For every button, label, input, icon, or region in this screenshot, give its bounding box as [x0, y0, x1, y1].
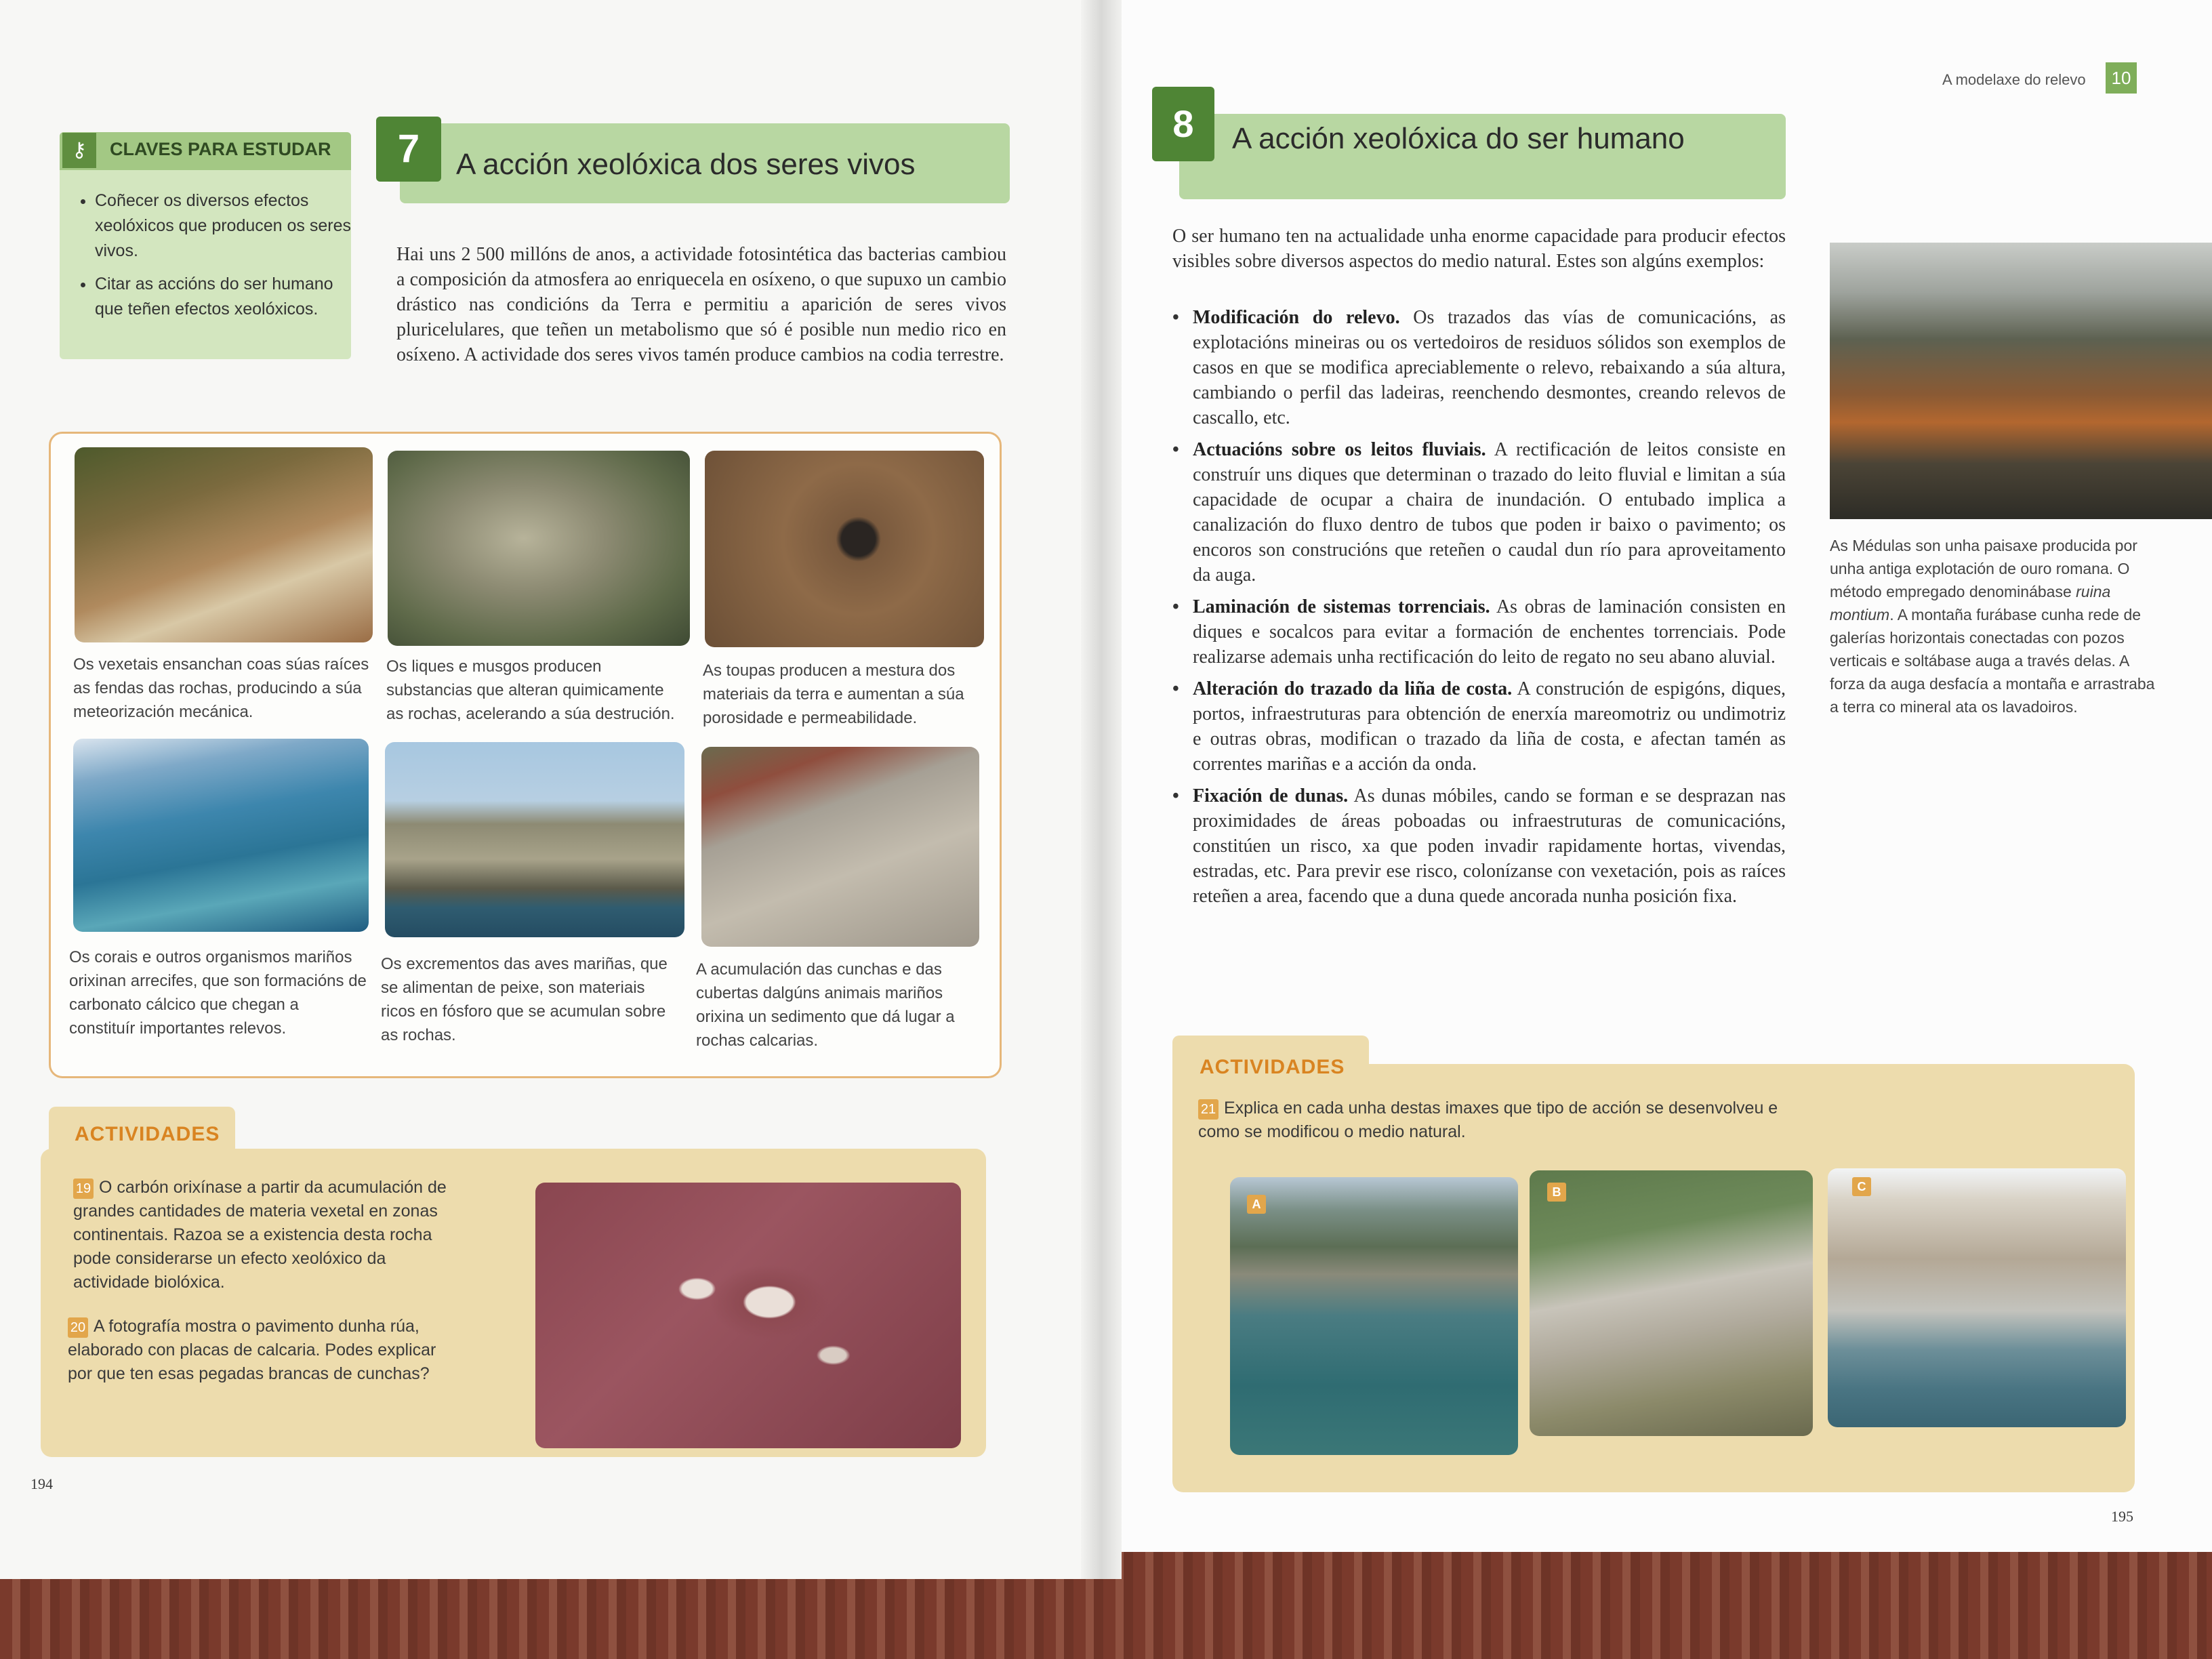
activity-21	[1198, 1097, 1795, 1144]
claves-title: CLAVES PARA ESTUDAR	[110, 139, 331, 159]
caption-plants: Os vexetais ensanchan coas súas raíces as fendas das rochas, producindo a súa meteorización mecánica.	[73, 655, 369, 721]
photo-c-canal	[1828, 1168, 2126, 1427]
photo-seabird-rocks	[385, 742, 684, 937]
claves-item: • Citar as accións do ser humano que teñen efectos xeolóxicos.	[95, 272, 366, 322]
section-8-number: 8	[1152, 87, 1214, 161]
section-7-number: 7	[376, 117, 441, 182]
image-label-a: A	[1247, 1195, 1266, 1214]
photo-lichens	[388, 451, 690, 646]
bullet-torrents: • Laminación de sistemas torrenciais. As obras de laminación consisten en diques e socalcos para evitar a formación de enchentes torrenciais. Pode realizarse ademais unha rectificación do leito de regato no seu abano aluvial.	[1172, 594, 1786, 670]
bullet-dunes: • Fixación de dunas. As dunas móbiles, cando se forman e se desprazan nas proximidades de áreas poboadas ou infraestruturas de comunicacións, constitúen un risco, xa que poden invadir rapidamente hortas, vivendas, estradas, etc. Para previr ese risco, colonízanse con vexetación, pois as raíces reteñen a area, facendo que a duna quede ancorada nunha posición fixa.	[1172, 783, 1786, 909]
page-number-right: 195	[2111, 1508, 2133, 1525]
page-number-left: 194	[30, 1475, 53, 1492]
section-8-title: A acción xeolóxica do ser humano	[1232, 122, 1685, 155]
chapter-number: 10	[2106, 62, 2137, 94]
caption-las-medulas: As Médulas son unha paisaxe producida por unha antiga explotación de ouro romana. O método empregado denominábase ruina montium. A montaña furábase cunha rede de galerías horizontais conectadas con pozos verticais e soltábase auga a través delas. A forza da auga desfacía a montaña e arrastraba a terra co mineral ata os lavadoiros.	[1830, 537, 2155, 716]
activity-number: 19	[73, 1179, 94, 1199]
image-label-c: C	[1852, 1177, 1871, 1196]
section-8-intro: O ser humano ten na actualidade unha enorme capacidade para producir efectos visibles sobre diversos aspectos do medio natural. Estes son algúns exemplos:	[1172, 226, 1786, 272]
running-header: A modelaxe do relevo	[1942, 71, 2086, 88]
photo-b-quarry	[1530, 1170, 1813, 1436]
activity-text: A fotografía mostra o pavimento dunha rúa, elaborado con placas de calcaria. Podes explicar por que ten esas pegadas brancas de cunchas?	[68, 1317, 436, 1383]
photo-limestone-pavement	[535, 1183, 961, 1448]
activity-19	[73, 1176, 453, 1294]
activities-label-left: ACTIVIDADES	[75, 1123, 220, 1145]
caption-shells: A acumulación das cunchas e das cubertas dalgúns animais mariños orixina un sedimento que dá lugar a rochas calcarias.	[696, 960, 955, 1050]
bullet-riverbeds: • Actuacións sobre os leitos fluviais. A rectificación de leitos consiste en construír uns diques que determinan o trazado do leito fluvial e limitan a súa capacidade de ocupar a chaira de inundación. O entubado implica a canalización do fluxo dentro de tubos que poden ir baixo o pavimento; os encoros son construcións que reteñen o caudal dun río para aproveitamento da auga.	[1172, 437, 1786, 588]
section-7-intro: Hai uns 2 500 millóns de anos, a actividade fotosintética das bacterias cambiou a composición da atmosfera ao enriquecela en osíxeno, o que supuxo un cambio drástico nas condicións da Terra e permitiu a aparición de seres vivos pluricelulares, que teñen un metabolismo que só é posible nun medio rico en osíxeno. A actividade dos seres vivos tamén produce cambios na codia terrestre.	[396, 244, 1006, 365]
activity-text: Explica en cada unha destas imaxes que tipo de acción se desenvolveu e como se modificou o medio natural.	[1198, 1099, 1778, 1141]
human-action-list	[1172, 305, 1786, 916]
claves-item: • Coñecer os diversos efectos xeolóxicos que producen os seres vivos.	[95, 188, 366, 264]
photo-coral-reef	[73, 739, 369, 932]
photo-shells	[701, 747, 979, 947]
section-7-title: A acción xeolóxica dos seres vivos	[456, 148, 916, 181]
activities-label-right: ACTIVIDADES	[1200, 1056, 1345, 1078]
caption-lichens: Os liques e musgos producen substancias que alteran quimicamente as rochas, acelerando a súa destrución.	[386, 657, 675, 723]
key-icon: ⚷	[62, 133, 96, 168]
caption-corals: Os corais e outros organismos mariños orixinan arrecifes, que son formacións de carbonato cálcico que chegan a constituír importantes relevos.	[69, 948, 367, 1038]
claves-list	[75, 188, 366, 330]
bullet-coastline: • Alteración do trazado da liña de costa. A construción de espigóns, diques, portos, infraestruturas para obtención de enerxía mareomotriz ou undimotriz e outras obras, modifican o trazado da liña de costa, e afectan tamén as correntes mariñas e a acción da onda.	[1172, 676, 1786, 777]
book-gutter	[1081, 0, 1122, 1579]
caption-mole: As toupas producen a mestura dos materiais da terra e aumentan a súa porosidade e permeabilidade.	[703, 661, 964, 727]
caption-seabirds: Os excrementos das aves mariñas, que se alimentan de peixe, son materiais ricos en fósforo que se acumulan sobre as rochas.	[381, 955, 668, 1044]
photo-plant-roots	[75, 447, 373, 642]
activity-number: 21	[1198, 1099, 1218, 1120]
bullet-relief: • Modificación do relevo. Os trazados das vías de comunicacións, as explotacións mineiras ou os vertedoiros de residuos sólidos son exemplos de casos en que se modifica apreciablemente o relevo, rebaixando a súa altura, cambiando o perfil das ladeiras, reenchendo desmontes, creando relevos de cascallo, etc.	[1172, 305, 1786, 430]
activity-text: O carbón orixínase a partir da acumulación de grandes cantidades de materia vexetal en zonas continentais. Razoa se a existencia desta rocha pode considerarse un efecto xeolóxico da actividade biolóxica.	[73, 1178, 447, 1292]
photo-a-harbour	[1230, 1177, 1518, 1455]
photo-mole	[705, 451, 984, 647]
activity-number: 20	[68, 1317, 88, 1338]
image-label-b: B	[1547, 1183, 1566, 1202]
photo-las-medulas	[1830, 243, 2212, 519]
activity-20	[68, 1315, 447, 1386]
